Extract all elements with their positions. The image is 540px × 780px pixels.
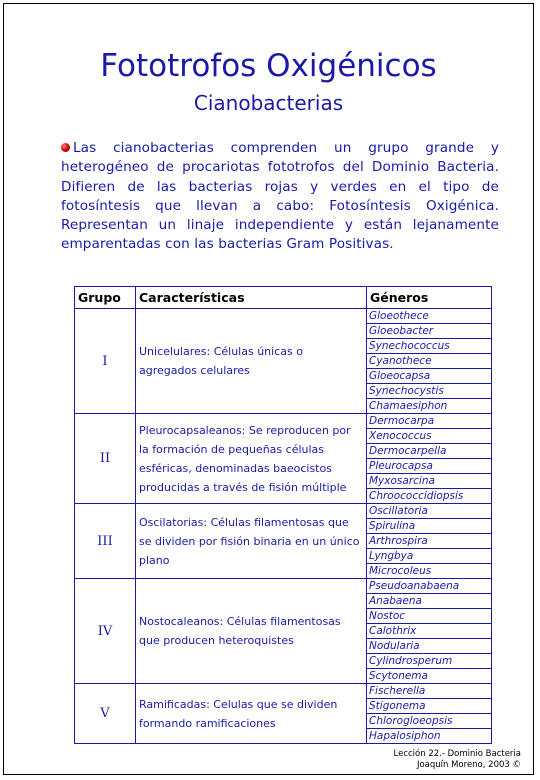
table-row bbox=[75, 414, 492, 429]
genus-cell: Nostoc bbox=[367, 609, 492, 624]
group-cell: V bbox=[75, 684, 136, 744]
table-row bbox=[75, 579, 492, 594]
characteristics-cell: Ramificadas: Celulas que se dividen formando ramificaciones bbox=[136, 684, 367, 744]
table-header-row bbox=[75, 287, 492, 309]
intro-paragraph bbox=[61, 139, 499, 255]
genus-cell: Spirulina bbox=[367, 519, 492, 534]
table-body bbox=[75, 309, 492, 744]
genus-cell: Synechococcus bbox=[367, 339, 492, 354]
genus-cell: Chroococcidiopsis bbox=[367, 489, 492, 504]
genus-cell: Pleurocapsa bbox=[367, 459, 492, 474]
genus-cell: Gloeocapsa bbox=[367, 369, 492, 384]
group-cell: I bbox=[75, 309, 136, 414]
genus-cell: Dermocarpella bbox=[367, 444, 492, 459]
genus-cell: Calothrix bbox=[367, 624, 492, 639]
genus-cell: Gloeobacter bbox=[367, 324, 492, 339]
footer-author: Joaquín Moreno, 2003 © bbox=[416, 760, 521, 770]
characteristics-cell: Oscilatorias: Células filamentosas que se dividen por fisión binaria en un único plano bbox=[136, 504, 367, 579]
genus-cell: Cylindrosperum bbox=[367, 654, 492, 669]
genus-cell: Dermocarpa bbox=[367, 414, 492, 429]
genus-cell: Scytonema bbox=[367, 669, 492, 684]
genus-cell: Microcoleus bbox=[367, 564, 492, 579]
characteristics-cell: Nostocaleanos: Células filamentosas que producen heteroquistes bbox=[136, 579, 367, 684]
genus-cell: Cyanothece bbox=[367, 354, 492, 369]
column-header-generos: Géneros bbox=[367, 287, 492, 309]
table-row bbox=[75, 504, 492, 519]
group-cell: IV bbox=[75, 579, 136, 684]
column-header-grupo: Grupo bbox=[75, 287, 136, 309]
genus-cell: Fischerella bbox=[367, 684, 492, 699]
table-row bbox=[75, 309, 492, 324]
genus-cell: Stigonema bbox=[367, 699, 492, 714]
genus-cell: Hapalosiphon bbox=[367, 729, 492, 744]
genera-table bbox=[74, 286, 492, 744]
characteristics-cell: Pleurocapsaleanos: Se reproducen por la formación de pequeñas células esféricas, denominadas baeocistos producidas a través de fisión múltiple bbox=[136, 414, 367, 504]
page-subtitle: Cianobacterias bbox=[193, 91, 344, 115]
genus-cell: Chamaesiphon bbox=[367, 399, 492, 414]
genus-cell: Synechocystis bbox=[367, 384, 492, 399]
characteristics-cell: Unicelulares: Células únicas o agregados celulares bbox=[136, 309, 367, 414]
red-ball-bullet-icon bbox=[61, 143, 70, 152]
intro-text: Las cianobacterias comprenden un grupo grande y heterogéneo de procariotas fototrofos del Dominio Bacteria. Difieren de las bacterias rojas y verdes en el tipo de fotosíntesis que llevan a cabo: Fotosíntesis Oxigénica. Representan un linaje independiente y están lejanamente emparentadas con las bacterias Gram Positivas. bbox=[61, 140, 499, 253]
genus-cell: Oscillatoria bbox=[367, 504, 492, 519]
genus-cell: Chlorogloeopsis bbox=[367, 714, 492, 729]
genus-cell: Gloeothece bbox=[367, 309, 492, 324]
group-cell: II bbox=[75, 414, 136, 504]
genus-cell: Pseudoanabaena bbox=[367, 579, 492, 594]
table-row bbox=[75, 684, 492, 699]
genus-cell: Anabaena bbox=[367, 594, 492, 609]
column-header-caracteristicas: Características bbox=[136, 287, 367, 309]
genus-cell: Myxosarcina bbox=[367, 474, 492, 489]
footer-lesson: Lección 22.- Dominio Bacteria bbox=[393, 749, 521, 759]
page-frame bbox=[3, 3, 534, 775]
genus-cell: Xenococcus bbox=[367, 429, 492, 444]
page-title: Fototrofos Oxigénicos bbox=[100, 48, 437, 84]
footer bbox=[394, 749, 521, 771]
group-cell: III bbox=[75, 504, 136, 579]
genus-cell: Lyngbya bbox=[367, 549, 492, 564]
genus-cell: Arthrospira bbox=[367, 534, 492, 549]
genus-cell: Nodularia bbox=[367, 639, 492, 654]
